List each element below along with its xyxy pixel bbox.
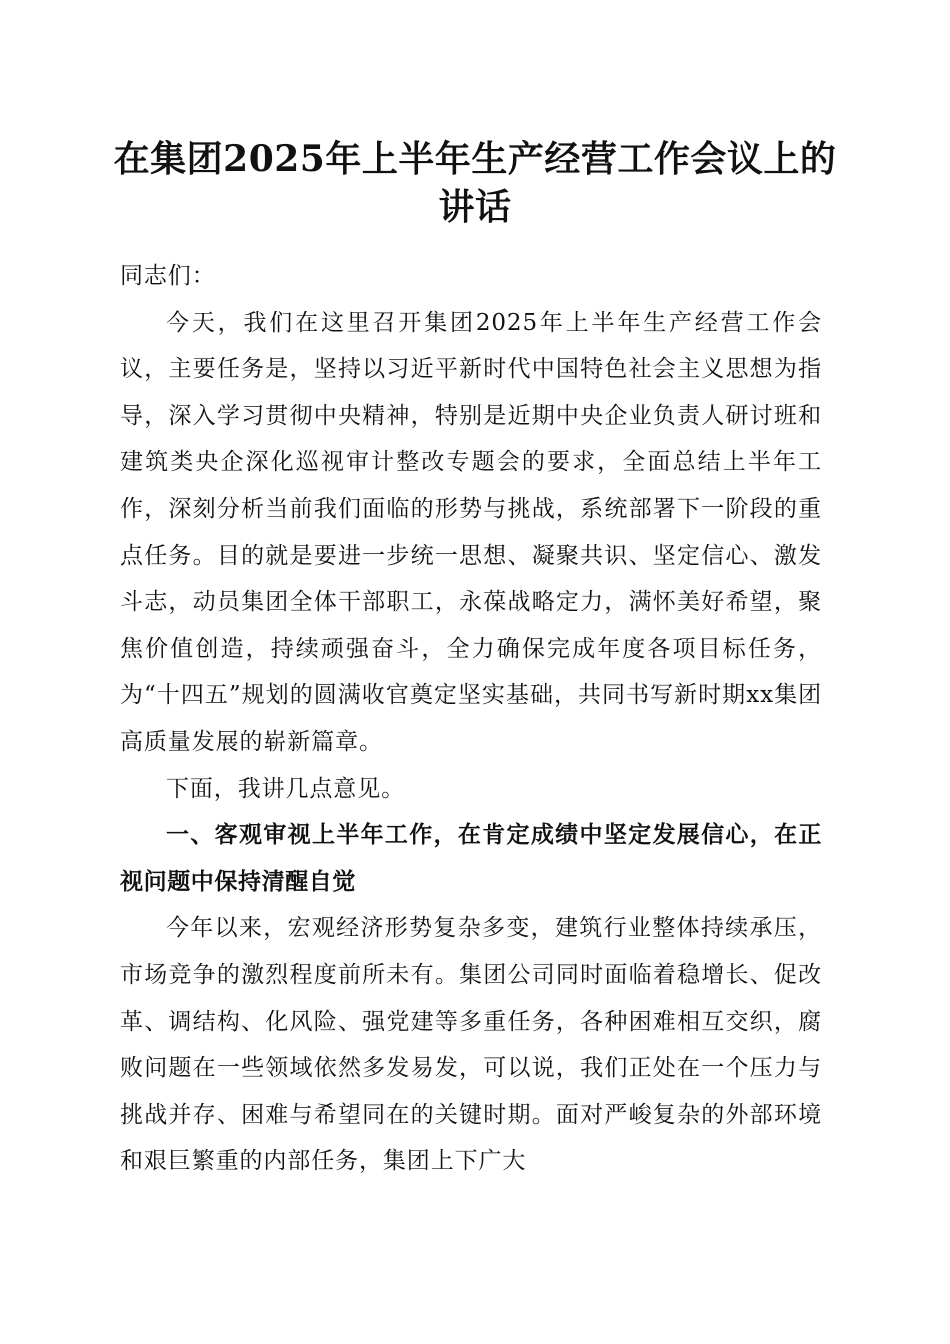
document-title: 在集团2025年上半年生产经营工作会议上的讲话	[113, 138, 837, 228]
paragraph-opening: 今天，我们在这里召开集团2025年上半年生产经营工作会议，主要任务是，坚持以习近平新时代中国特色社会主义思想为指导，深入学习贯彻中央精神，特别是近期中央企业负责人研讨班和建筑类央企深化巡视审计整改专题会的要求，全面总结上半年工作，深刻分析当前我们面临的形势与挑战，系统部署下一阶段的重点任务。目的就是要进一步统一思想、凝聚共识、坚定信心、激发斗志，动员集团全体干部职工，永葆战略定力，满怀美好希望，聚焦价值创造，持续顽强奋斗，全力确保完成年度各项目标任务，为“十四五”规划的圆满收官奠定坚实基础，共同书写新时期xx集团高质量发展的崭新篇章。	[120, 309, 822, 755]
document-body	[120, 253, 822, 1185]
section-heading-1: 一、客观审视上半年工作，在肯定成绩中坚定发展信心，在正视问题中保持清醒自觉	[120, 822, 822, 895]
salutation: 同志们：	[120, 263, 216, 289]
section-1-paragraph: 今年以来，宏观经济形势复杂多变，建筑行业整体持续承压，市场竞争的激烈程度前所未有。集团公司同时面临着稳增长、促改革、调结构、化风险、强党建等多重任务，各种困难相互交织，腐败问题在一些领域依然多发易发，可以说，我们正处在一个压力与挑战并存、困难与希望同在的关键时期。面对严峻复杂的外部环境和艰巨繁重的内部任务，集团上下广大	[120, 915, 822, 1175]
paragraph-transition: 下面，我讲几点意见。	[166, 775, 405, 802]
